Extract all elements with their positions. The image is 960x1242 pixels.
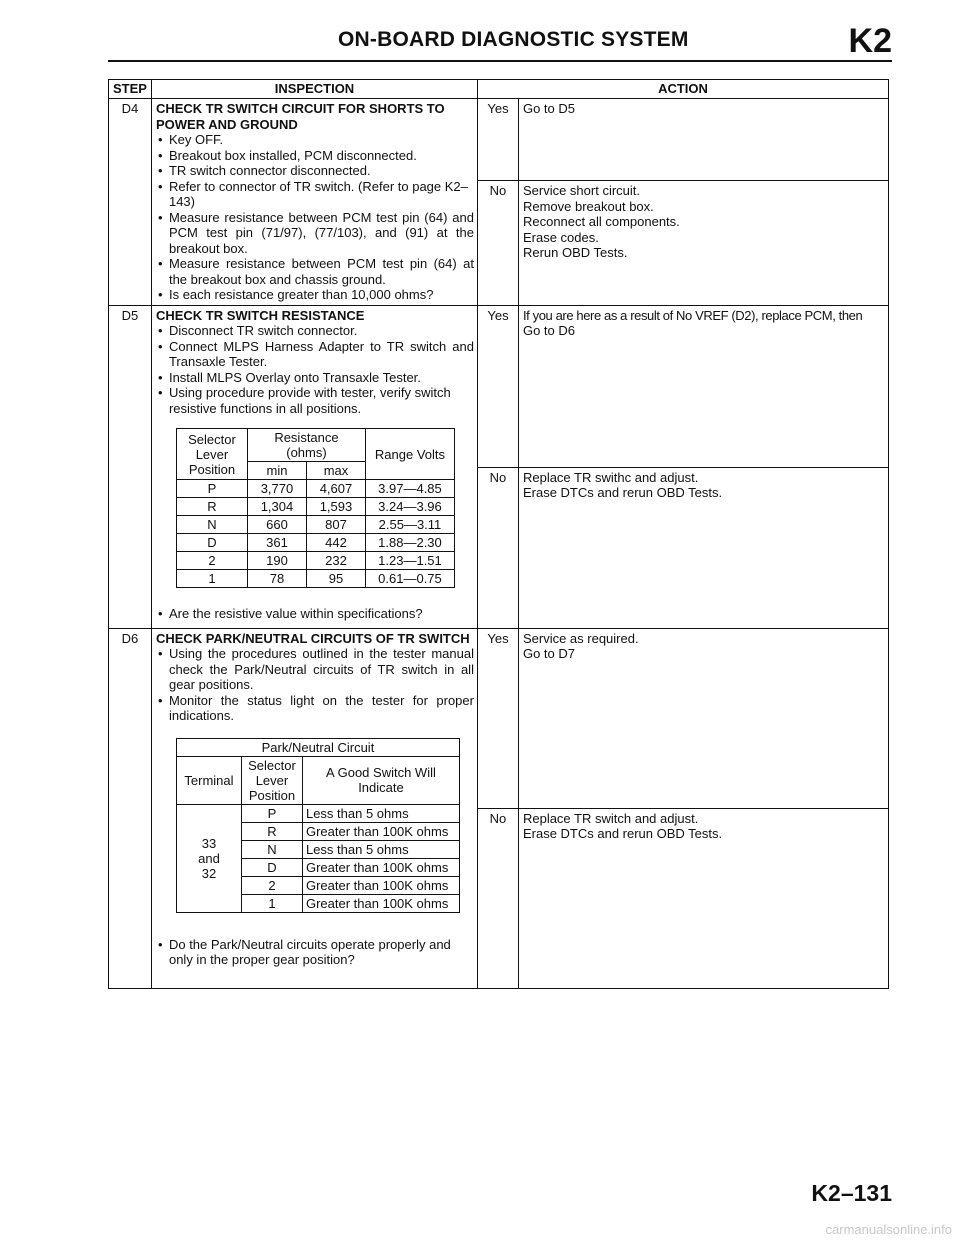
header-inspection: INSPECTION: [151, 80, 477, 99]
step-title: CHECK TR SWITCH RESISTANCE: [155, 307, 365, 323]
step-row-d4-yes: [109, 99, 889, 181]
table-row: P 3,770 4,607 3.97—4.85: [176, 480, 454, 498]
inspection-cell: [151, 305, 477, 628]
list-item: • Install MLPS Overlay onto Transaxle Tester.: [156, 370, 474, 386]
step-title: CHECK PARK/NEUTRAL CIRCUITS OF TR SWITCH: [155, 630, 470, 646]
action-line: Erase codes.: [522, 229, 599, 245]
step-id: D4: [109, 99, 152, 306]
header-rule: [108, 60, 892, 62]
page-number: K2–131: [811, 1180, 892, 1206]
yes-label: Yes: [477, 99, 518, 181]
bullet-list: [156, 323, 474, 416]
resistance-spec-table: [176, 428, 455, 588]
action-line: Go to D5: [522, 101, 575, 116]
yes-label: Yes: [477, 628, 518, 808]
yes-action: [518, 628, 888, 808]
col-max-header: max: [306, 462, 365, 480]
list-item: • Measure resistance between PCM test pin (64) and PCM test pin (71/97), (77/103), and (91) at the breakout box.: [156, 210, 474, 257]
yes-action: [518, 99, 888, 181]
page-header: [108, 22, 892, 60]
step-row-d5-yes: [109, 305, 889, 467]
park-neutral-spec-table: [176, 738, 460, 913]
table-header-row: [109, 80, 889, 99]
table-row: 1 Greater than 100K ohms: [176, 894, 459, 912]
col-indicate-header: A Good Switch Will Indicate: [302, 756, 459, 804]
table-row: 33 and 32 P Less than 5 ohms: [176, 804, 459, 822]
no-action: [518, 467, 888, 628]
list-item: • Using procedure provide with tester, verify switch resistive functions in all positions.: [156, 385, 474, 416]
table-row: N 660 807 2.55—3.11: [176, 516, 454, 534]
inspection-cell: [151, 99, 477, 306]
col-selector-header: Selector Lever Position: [241, 756, 302, 804]
list-item: • TR switch connector disconnected.: [156, 163, 474, 179]
terminal-cell: 33 and 32: [176, 804, 241, 912]
table-row: D Greater than 100K ohms: [176, 858, 459, 876]
action-line: Service short circuit.: [522, 183, 641, 199]
bullet-list: [156, 606, 474, 622]
table-row: D 361 442 1.88—2.30: [176, 534, 454, 552]
col-range-header: Range Volts: [365, 429, 454, 480]
action-line: Replace TR switch and adjust.: [522, 810, 699, 826]
table-row: R Greater than 100K ohms: [176, 822, 459, 840]
list-item: • Disconnect TR switch connector.: [156, 323, 474, 339]
list-item: • Do the Park/Neutral circuits operate properly and only in the proper gear position?: [156, 937, 474, 968]
list-item: • Connect MLPS Harness Adapter to TR switch and Transaxle Tester.: [156, 339, 474, 370]
section-code: K2: [848, 22, 892, 60]
action-line: Replace TR swithc and adjust.: [522, 469, 699, 485]
action-line: Go to D7: [522, 646, 575, 661]
list-item: • Using the procedures outlined in the tester manual check the Park/Neutral circuits of TR switch in all gear positions.: [156, 646, 474, 693]
no-label: No: [477, 808, 518, 988]
header-action: ACTION: [477, 80, 888, 99]
list-item: • Monitor the status light on the tester for proper indications.: [156, 693, 474, 724]
action-line: Erase DTCs and rerun OBD Tests.: [522, 485, 723, 500]
bullet-list: [156, 132, 474, 303]
action-line: If you are here as a result of No VREF (D2), replace PCM, then: [522, 307, 863, 323]
step-title: CHECK TR SWITCH CIRCUIT FOR SHORTS TO POWER AND GROUND: [155, 101, 445, 132]
list-item: • Refer to connector of TR switch. (Refer to page K2–143): [156, 179, 474, 210]
list-item: • Key OFF.: [156, 132, 474, 148]
col-resistance-header: Resistance (ohms): [247, 429, 365, 462]
no-action: [518, 808, 888, 988]
action-line: Go to D6: [522, 323, 575, 338]
table-row: R 1,304 1,593 3.24—3.96: [176, 498, 454, 516]
bullet-list: [156, 937, 474, 968]
step-id: D6: [109, 628, 152, 988]
header-step: STEP: [109, 80, 152, 99]
list-item: • Measure resistance between PCM test pin (64) at the breakout box and chassis ground.: [156, 256, 474, 287]
no-label: No: [477, 181, 518, 305]
no-label: No: [477, 467, 518, 628]
table-row: 2 Greater than 100K ohms: [176, 876, 459, 894]
inspection-cell: [151, 628, 477, 988]
table-caption: Park/Neutral Circuit: [176, 738, 459, 756]
action-line: Reconnect all components.: [522, 214, 680, 230]
list-item: • Breakout box installed, PCM disconnected.: [156, 148, 474, 164]
action-line: Remove breakout box.: [522, 198, 654, 214]
action-line: Service as required.: [522, 630, 639, 646]
bullet-list: [156, 646, 474, 724]
diagnostic-table: [108, 79, 889, 989]
step-row-d6-yes: [109, 628, 889, 808]
list-item: • Are the resistive value within specifications?: [156, 606, 474, 622]
page-title: ON-BOARD DIAGNOSTIC SYSTEM: [338, 28, 689, 51]
col-selector-header: Selector Lever Position: [176, 429, 247, 480]
action-line: Erase DTCs and rerun OBD Tests.: [522, 826, 723, 841]
table-row: N Less than 5 ohms: [176, 840, 459, 858]
col-terminal-header: Terminal: [176, 756, 241, 804]
step-id: D5: [109, 305, 152, 628]
table-row: 2 190 232 1.23—1.51: [176, 552, 454, 570]
yes-label: Yes: [477, 305, 518, 467]
watermark: carmanualsonline.info: [825, 1222, 952, 1237]
no-action: [518, 181, 888, 305]
yes-action: [518, 305, 888, 467]
action-line: Rerun OBD Tests.: [522, 245, 628, 261]
table-row: 1 78 95 0.61—0.75: [176, 570, 454, 588]
list-item: • Is each resistance greater than 10,000 ohms?: [156, 287, 474, 303]
col-min-header: min: [247, 462, 306, 480]
